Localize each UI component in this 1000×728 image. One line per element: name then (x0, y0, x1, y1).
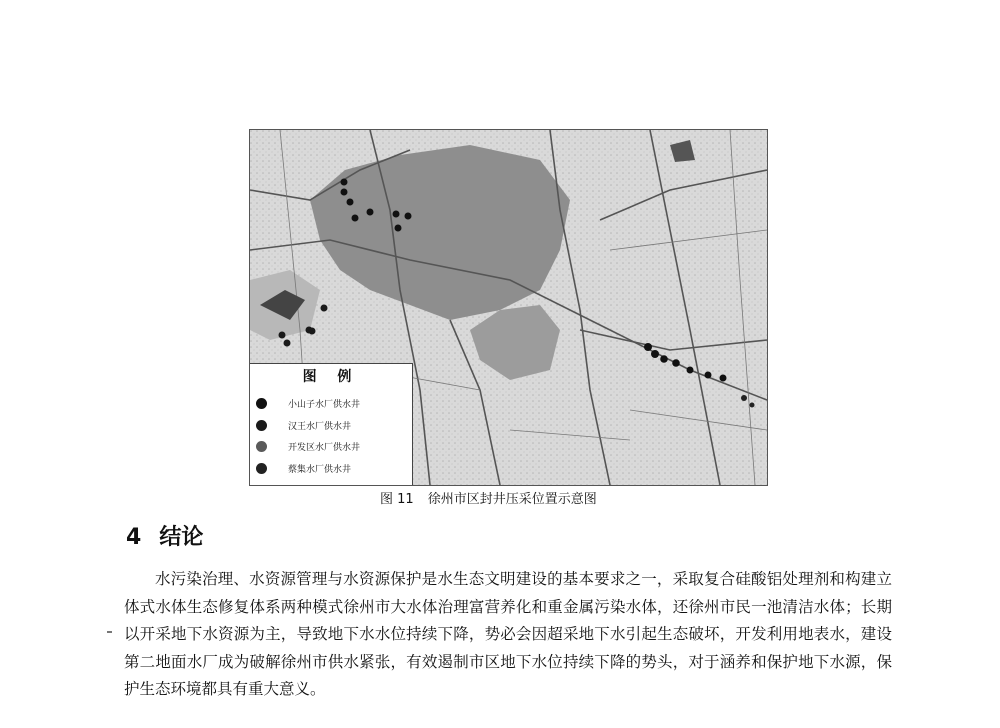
legend-label: 汉王水厂供水井 (288, 422, 352, 432)
well-dot-icon (256, 441, 267, 452)
legend-item (256, 439, 406, 455)
well-dot-icon (256, 420, 267, 431)
figure-caption-text: 徐州市区封井压采位置示意图 (427, 492, 597, 507)
well-dot-icon (256, 463, 267, 474)
section-title: 结论 (159, 525, 204, 550)
legend-label: 开发区水厂供水井 (288, 443, 361, 453)
legend-item (256, 396, 406, 412)
legend-label: 小山子水厂供水井 (288, 400, 361, 410)
legend-label: 蔡集水厂供水井 (288, 465, 352, 475)
section-number: 4 (126, 525, 142, 550)
figure-caption (380, 488, 597, 507)
margin-mark (107, 631, 112, 633)
well-dot-icon (256, 398, 267, 409)
map-legend (250, 363, 413, 486)
legend-title: 图 例 (302, 369, 360, 385)
body-paragraph: 水污染治理、水资源管理与水资源保护是水生态文明建设的基本要求之一，采取复合硅酸铝处理剂和构建立体式水体生态修复体系两种模式徐州市大水体治理富营养化和重金属污染水体，还徐州市民一池清洁水体；长期以开采地下水资源为主，导致地下水水位持续下降，势必会因超采地下水引起生态破坏，开发利用地表水，建设第二地面水厂成为破解徐州市供水紧张，有效遏制市区地下水位持续下降的势头，对于涵养和保护地下水源，保护生态环境都具有重大意义。 (124, 570, 892, 698)
legend-item (256, 461, 406, 477)
legend-item (256, 418, 406, 434)
figure-number: 图 11 (380, 492, 414, 507)
map-figure (249, 129, 768, 486)
section-heading (126, 520, 203, 551)
